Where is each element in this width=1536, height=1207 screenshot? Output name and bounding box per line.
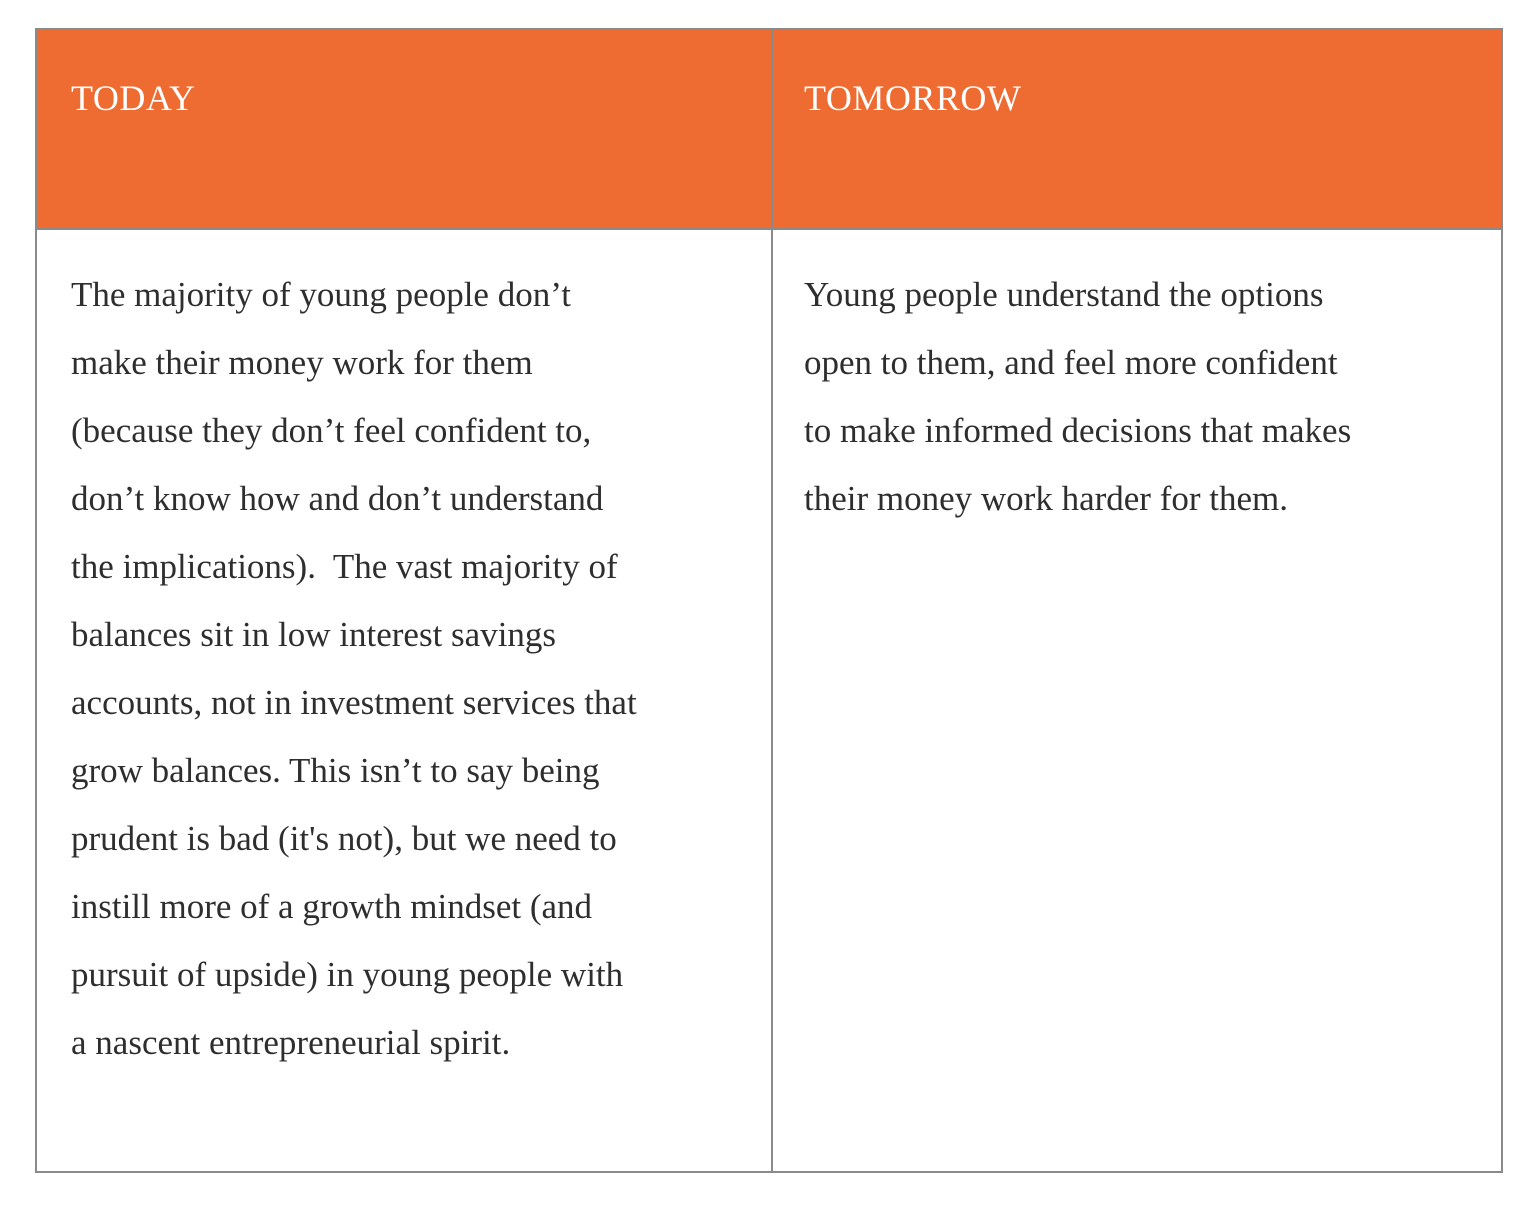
today-text-line: The majority of young people don’t [71,275,571,314]
table-header-row [37,30,1501,230]
today-text-line: accounts, not in investment services that [71,683,637,722]
today-text-line: make their money work for them [71,343,533,382]
tomorrow-cell [804,261,1494,533]
today-text-line: pursuit of upside) in young people with [71,955,624,994]
header-today: TODAY [71,78,196,118]
column-divider [771,30,773,1171]
today-text-line: a nascent entrepreneurial spirit. [71,1023,511,1062]
today-text-line: prudent is bad (it's not), but we need to [71,819,617,858]
today-cell [71,261,761,1077]
today-text-line: the implications). The vast majority of [71,547,618,586]
tomorrow-text-line: to make informed decisions that makes [804,411,1352,450]
today-text-line: instill more of a growth mindset (and [71,887,593,926]
today-text-line: don’t know how and don’t understand [71,479,604,518]
today-text-line: (because they don’t feel confident to, [71,411,592,450]
today-text-line: grow balances. This isn’t to say being [71,751,600,790]
tomorrow-text-line: open to them, and feel more confident [804,343,1338,382]
header-tomorrow: TOMORROW [804,78,1022,118]
tomorrow-text-line: their money work harder for them. [804,479,1289,518]
comparison-table [35,28,1503,1173]
tomorrow-text-line: Young people understand the options [804,275,1324,314]
today-text-line: balances sit in low interest savings [71,615,557,654]
